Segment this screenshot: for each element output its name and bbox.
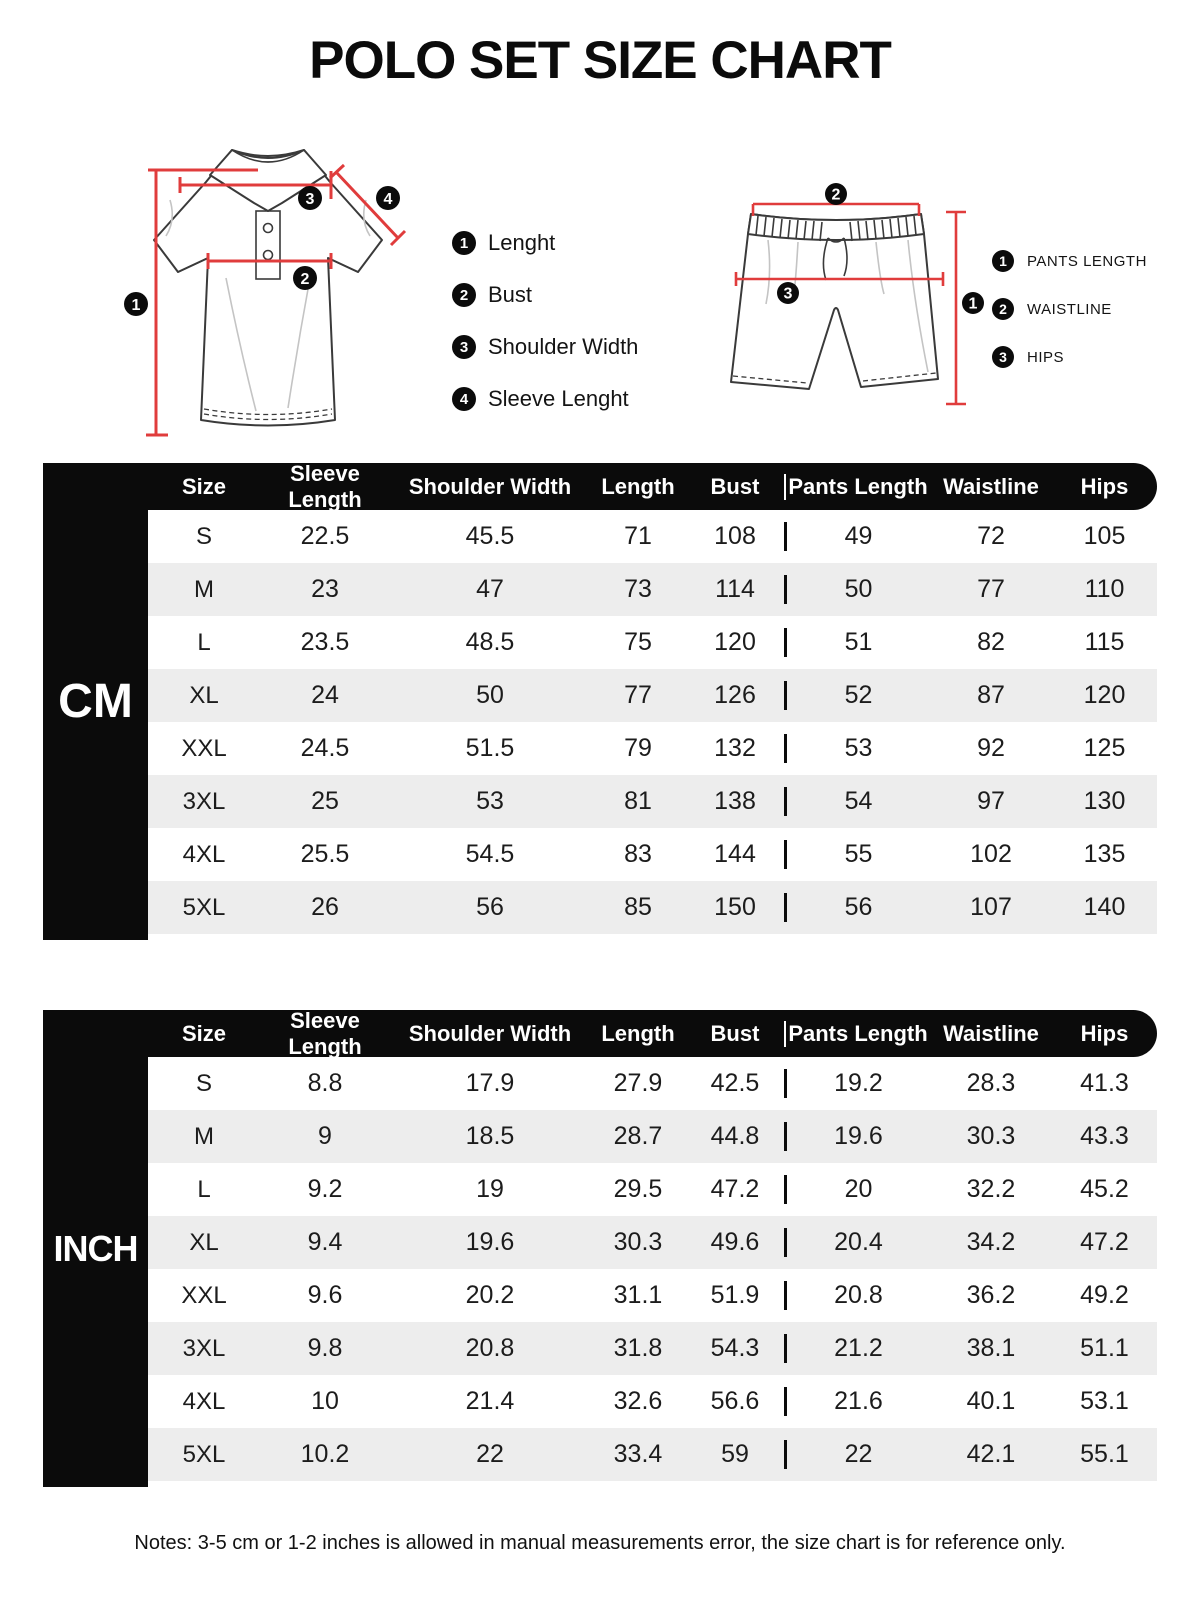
value-cell: 25 [311,787,339,815]
value-cell: 77 [977,575,1005,603]
legend-label: Sleeve Lenght [488,386,629,411]
shirt-badge-shoulder [298,186,322,210]
size-row [148,881,1157,934]
value-cell: 22 [784,1440,930,1469]
value-cell: 40.1 [966,1387,1016,1415]
value-cell: 49 [784,522,930,551]
value-cell: 92 [977,734,1005,762]
size-cell: XXL [181,734,227,762]
value-cell: 51 [784,628,930,657]
size-cell: L [197,628,211,656]
size-cell: 3XL [182,1334,226,1362]
value-cell: 125 [1083,734,1126,762]
size-cell: XL [189,681,219,709]
size-row [148,1057,1157,1110]
value-cell: 48.5 [465,628,515,656]
value-cell: 87 [977,681,1005,709]
value-cell: 107 [970,893,1012,921]
size-row [148,1375,1157,1428]
value-cell: 53 [476,787,504,815]
col-header-sleeve-length: Sleeve Length [288,1007,362,1059]
legend-item-length [452,230,638,256]
value-cell: 30.3 [613,1228,663,1256]
col-header-length: Length [601,473,675,499]
value-cell: 49.2 [1080,1281,1129,1309]
svg-text:3: 3 [305,191,315,208]
value-cell: 83 [624,840,652,868]
value-cell: 72 [977,522,1005,550]
legend-label: WAISTLINE [1027,300,1112,318]
value-cell: 55 [784,840,930,869]
value-cell: 9.6 [307,1281,343,1309]
page-title: POLO SET SIZE CHART [309,31,891,90]
cm-table-body [148,510,1157,934]
value-cell: 34.2 [966,1228,1016,1256]
value-cell: 55.1 [1080,1440,1129,1468]
inch-table-header [43,1007,1157,1059]
size-row [148,828,1157,881]
size-row [148,1269,1157,1322]
legend-label: Bust [488,282,533,307]
col-header-waistline: Waistline [943,1020,1039,1046]
svg-text:1: 1 [968,295,978,313]
value-cell: 42.1 [966,1440,1016,1468]
value-cell: 75 [624,628,652,656]
value-cell: 20.4 [784,1228,930,1257]
value-cell: 105 [1083,522,1126,550]
size-cell: S [195,1069,212,1097]
col-header-pants-length: Pants Length [784,1021,930,1047]
shirt-badge-sleeve [376,186,400,210]
value-cell: 54.3 [710,1334,760,1362]
value-cell: 38.1 [966,1334,1016,1362]
col-header-shoulder-width: Shoulder Width [408,1020,572,1046]
value-cell: 28.3 [966,1069,1016,1097]
value-cell: 29.5 [613,1175,663,1203]
size-row [148,1322,1157,1375]
waistline-line [753,204,919,216]
polo-shirt-diagram [118,128,448,443]
value-cell: 130 [1083,787,1126,815]
inch-table-body [148,1057,1157,1481]
value-cell: 25.5 [300,840,350,868]
legend-label: Lenght [488,230,556,255]
col-header-size: Size [181,473,227,499]
value-cell: 82 [977,628,1005,656]
value-cell: 54 [784,787,930,816]
value-cell: 51.5 [465,734,515,762]
col-header-shoulder-width: Shoulder Width [408,473,572,499]
legend-item-sleeve-length [452,386,638,412]
shorts-measurement-legend [992,250,1147,394]
shirt-measurement-legend [452,230,638,438]
col-header-hips: Hips [1080,1020,1129,1046]
value-cell: 20 [784,1175,930,1204]
value-cell: 108 [714,522,756,550]
value-cell: 59 [721,1440,749,1468]
size-cell: 4XL [182,840,226,868]
value-cell: 79 [624,734,652,762]
shorts-badge-hips [777,282,799,304]
value-cell: 9.2 [307,1175,343,1203]
col-header-size: Size [181,1020,227,1046]
col-header-sleeve-length: Sleeve Length [288,460,362,512]
size-row [148,563,1157,616]
svg-text:3: 3 [783,285,793,303]
value-cell: 49.6 [710,1228,760,1256]
value-cell: 81 [624,787,652,815]
value-cell: 120 [714,628,756,656]
value-cell: 9.8 [307,1334,343,1362]
shorts-waistband [748,214,924,240]
size-cell: S [195,522,212,550]
value-cell: 24.5 [300,734,350,762]
cm-unit-label: CM [43,463,148,940]
value-cell: 120 [1083,681,1126,709]
shorts-diagram [706,182,998,430]
badge-4-icon: 4 [452,387,476,411]
value-cell: 41.3 [1080,1069,1129,1097]
value-cell: 24 [311,681,339,709]
badge-3-icon: 3 [992,346,1014,368]
value-cell: 17.9 [465,1069,515,1097]
value-cell: 28.7 [613,1122,663,1150]
value-cell: 77 [624,681,652,709]
value-cell: 71 [624,522,652,550]
size-row [148,616,1157,669]
value-cell: 27.9 [613,1069,663,1097]
value-cell: 20.8 [784,1281,930,1310]
value-cell: 73 [624,575,652,603]
value-cell: 21.4 [465,1387,515,1415]
value-cell: 32.2 [966,1175,1016,1203]
value-cell: 144 [714,840,756,868]
value-cell: 54.5 [465,840,515,868]
value-cell: 19.6 [465,1228,515,1256]
value-cell: 9.4 [307,1228,343,1256]
notes-text: Notes: 3-5 cm or 1-2 inches is allowed in manual measurements error, the size chart is for reference only. [134,1532,1066,1554]
value-cell: 19.2 [784,1069,930,1098]
size-cell: M [194,575,214,603]
value-cell: 138 [714,787,756,815]
value-cell: 114 [715,575,755,603]
col-header-pants-length: Pants Length [784,474,930,500]
badge-1-icon: 1 [992,250,1014,272]
value-cell: 10.2 [300,1440,350,1468]
size-cell: 3XL [182,787,226,815]
legend-label: PANTS LENGTH [1027,252,1147,270]
value-cell: 19.6 [784,1122,930,1151]
size-cell: L [197,1175,211,1203]
value-cell: 19 [476,1175,504,1203]
legend-label: Shoulder Width [488,334,639,359]
value-cell: 43.3 [1080,1122,1129,1150]
badge-2-icon: 2 [452,283,476,307]
badge-2-icon: 2 [992,298,1014,320]
size-cell: 5XL [182,893,226,921]
legend-label: HIPS [1027,348,1065,366]
legend-item-waistline [992,298,1147,320]
col-header-bust: Bust [710,473,760,499]
value-cell: 21.2 [784,1334,930,1363]
badge-3-icon: 3 [452,335,476,359]
value-cell: 8.8 [307,1069,343,1097]
cm-table-header [43,460,1157,512]
value-cell: 50 [476,681,504,709]
size-row [148,1428,1157,1481]
size-cell: 5XL [182,1440,226,1468]
value-cell: 140 [1083,893,1126,921]
size-row [148,510,1157,563]
value-cell: 135 [1083,840,1126,868]
pants-length-line [946,212,966,404]
size-row [148,1163,1157,1216]
value-cell: 102 [970,840,1012,868]
svg-text:4: 4 [383,191,393,208]
svg-text:2: 2 [831,186,841,204]
size-row [148,1216,1157,1269]
size-cell: M [194,1122,214,1150]
svg-text:1: 1 [131,297,141,314]
value-cell: 23.5 [300,628,350,656]
value-cell: 50 [784,575,930,604]
col-header-waistline: Waistline [943,473,1039,499]
legend-item-hips [992,346,1147,368]
legend-item-pants-length [992,250,1147,272]
value-cell: 10 [311,1387,339,1415]
value-cell: 30.3 [966,1122,1016,1150]
value-cell: 53.1 [1080,1387,1129,1415]
value-cell: 51.1 [1080,1334,1129,1362]
size-cell: XL [189,1228,219,1256]
size-row [148,669,1157,722]
value-cell: 56.6 [710,1387,760,1415]
inch-unit-label: INCH [43,1010,148,1487]
legend-item-shoulder-width [452,334,638,360]
value-cell: 44.8 [710,1122,760,1150]
col-header-length: Length [601,1020,675,1046]
svg-text:2: 2 [300,271,310,288]
value-cell: 9 [318,1122,332,1150]
value-cell: 85 [624,893,652,921]
value-cell: 132 [714,734,756,762]
value-cell: 51.9 [710,1281,760,1309]
shirt-badge-bust [293,266,317,290]
value-cell: 26 [311,893,339,921]
value-cell: 126 [714,681,756,709]
value-cell: 31.8 [613,1334,663,1362]
value-cell: 21.6 [784,1387,930,1416]
size-row [148,722,1157,775]
value-cell: 56 [784,893,930,922]
value-cell: 56 [476,893,504,921]
size-cell: XXL [181,1281,227,1309]
size-row [148,775,1157,828]
shorts-badge-length [962,292,984,314]
shorts-badge-waistline [825,183,847,205]
inch-size-table [43,1007,1157,1487]
value-cell: 22.5 [300,522,350,550]
value-cell: 22 [476,1440,504,1468]
value-cell: 47.2 [710,1175,760,1203]
value-cell: 42.5 [710,1069,760,1097]
value-cell: 20.8 [465,1334,515,1362]
value-cell: 23 [311,575,339,603]
col-header-bust: Bust [710,1020,760,1046]
value-cell: 52 [784,681,930,710]
value-cell: 97 [977,787,1005,815]
value-cell: 36.2 [966,1281,1016,1309]
value-cell: 45.2 [1080,1175,1129,1203]
value-cell: 110 [1084,575,1125,603]
value-cell: 20.2 [465,1281,515,1309]
badge-1-icon: 1 [452,231,476,255]
value-cell: 18.5 [465,1122,515,1150]
value-cell: 115 [1084,628,1125,656]
value-cell: 150 [714,893,756,921]
value-cell: 47.2 [1080,1228,1129,1256]
value-cell: 32.6 [613,1387,663,1415]
value-cell: 45.5 [465,522,515,550]
value-cell: 53 [784,734,930,763]
cm-size-table [43,460,1157,940]
value-cell: 31.1 [613,1281,663,1309]
size-cell: 4XL [182,1387,226,1415]
size-row [148,1110,1157,1163]
col-header-hips: Hips [1080,473,1129,499]
legend-item-bust [452,282,638,308]
value-cell: 33.4 [613,1440,663,1468]
value-cell: 47 [476,575,504,603]
shirt-badge-length [124,292,148,316]
